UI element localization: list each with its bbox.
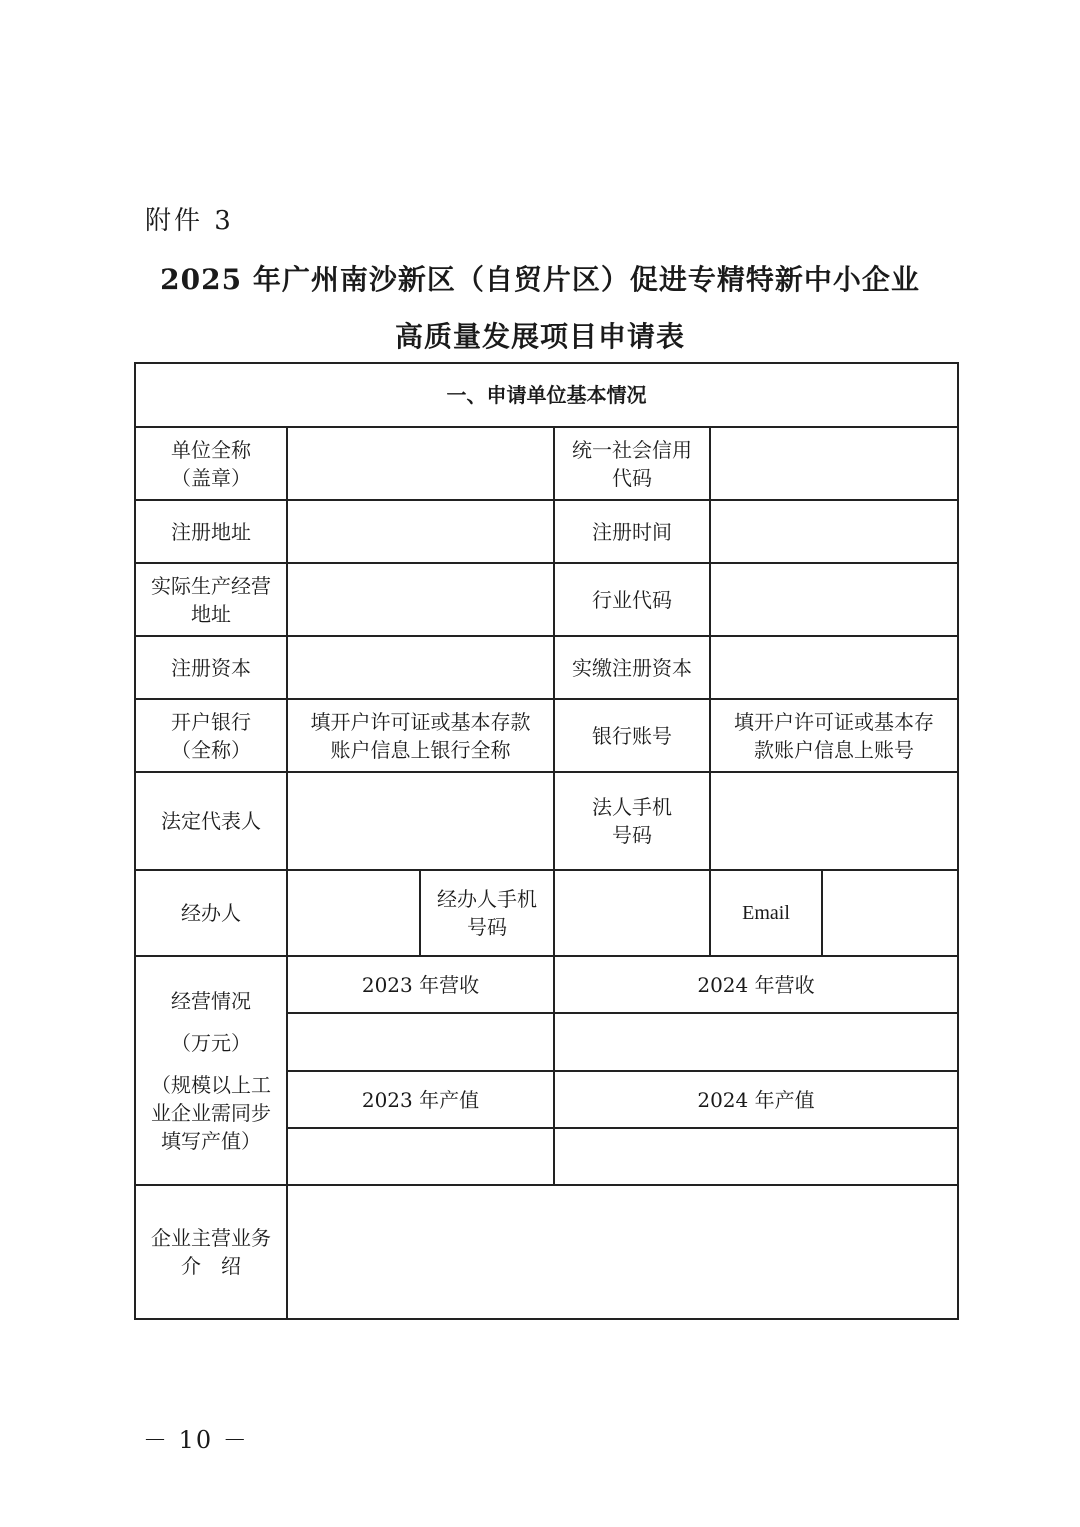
label-reg-time: 注册时间 (554, 500, 710, 563)
label-bank: 开户银行 （全称） (135, 699, 287, 772)
label-output-2023: 2023 年产值 (287, 1071, 554, 1128)
field-reg-time[interactable] (710, 500, 958, 563)
label-paid-capital: 实缴注册资本 (554, 636, 710, 699)
label-industry-code: 行业代码 (554, 563, 710, 636)
label-credit-code: 统一社会信用 代码 (554, 427, 710, 500)
label-business-status: 经营情况 （万元） （规模以上工 业企业需同步 填写产值） (135, 956, 287, 1185)
field-revenue-2023[interactable] (287, 1013, 554, 1071)
field-unit-name[interactable] (287, 427, 554, 500)
page-number: － 10 － (143, 1426, 249, 1454)
form-title-line-1: 2025 年广州南沙新区（自贸片区）促进专精特新中小企业 (160, 263, 920, 296)
label-handler: 经办人 (135, 870, 287, 956)
field-industry-code[interactable] (710, 563, 958, 636)
field-output-2024[interactable] (554, 1128, 958, 1185)
label-unit-name: 单位全称 （盖章） (135, 427, 287, 500)
field-legal-phone[interactable] (710, 772, 958, 870)
label-output-2024: 2024 年产值 (554, 1071, 958, 1128)
field-email[interactable] (822, 870, 958, 956)
field-paid-capital[interactable] (710, 636, 958, 699)
field-credit-code[interactable] (710, 427, 958, 500)
label-legal-rep: 法定代表人 (135, 772, 287, 870)
label-revenue-2024: 2024 年营收 (554, 956, 958, 1013)
field-legal-rep[interactable] (287, 772, 554, 870)
application-form-table (134, 362, 959, 1320)
label-reg-address: 注册地址 (135, 500, 287, 563)
field-reg-capital[interactable] (287, 636, 554, 699)
label-main-business: 企业主营业务 介 绍 (135, 1185, 287, 1319)
label-email: Email (710, 870, 822, 956)
form-title-line-2: 高质量发展项目申请表 (394, 320, 685, 353)
attachment-label: 附件 3 (145, 206, 234, 236)
field-output-2023[interactable] (287, 1128, 554, 1185)
label-reg-capital: 注册资本 (135, 636, 287, 699)
field-handler-phone[interactable] (554, 870, 710, 956)
label-account: 银行账号 (554, 699, 710, 772)
field-handler[interactable] (287, 870, 420, 956)
label-actual-address: 实际生产经营 地址 (135, 563, 287, 636)
label-revenue-2023: 2023 年营收 (287, 956, 554, 1013)
field-bank-hint[interactable]: 填开户许可证或基本存款 账户信息上银行全称 (287, 699, 554, 772)
field-revenue-2024[interactable] (554, 1013, 958, 1071)
field-reg-address[interactable] (287, 500, 554, 563)
label-handler-phone: 经办人手机 号码 (420, 870, 554, 956)
field-actual-address[interactable] (287, 563, 554, 636)
label-legal-phone: 法人手机 号码 (554, 772, 710, 870)
field-account-hint[interactable]: 填开户许可证或基本存 款账户信息上账号 (710, 699, 958, 772)
field-main-business[interactable] (287, 1185, 958, 1319)
section-heading-basic-info: 一、申请单位基本情况 (135, 363, 958, 427)
